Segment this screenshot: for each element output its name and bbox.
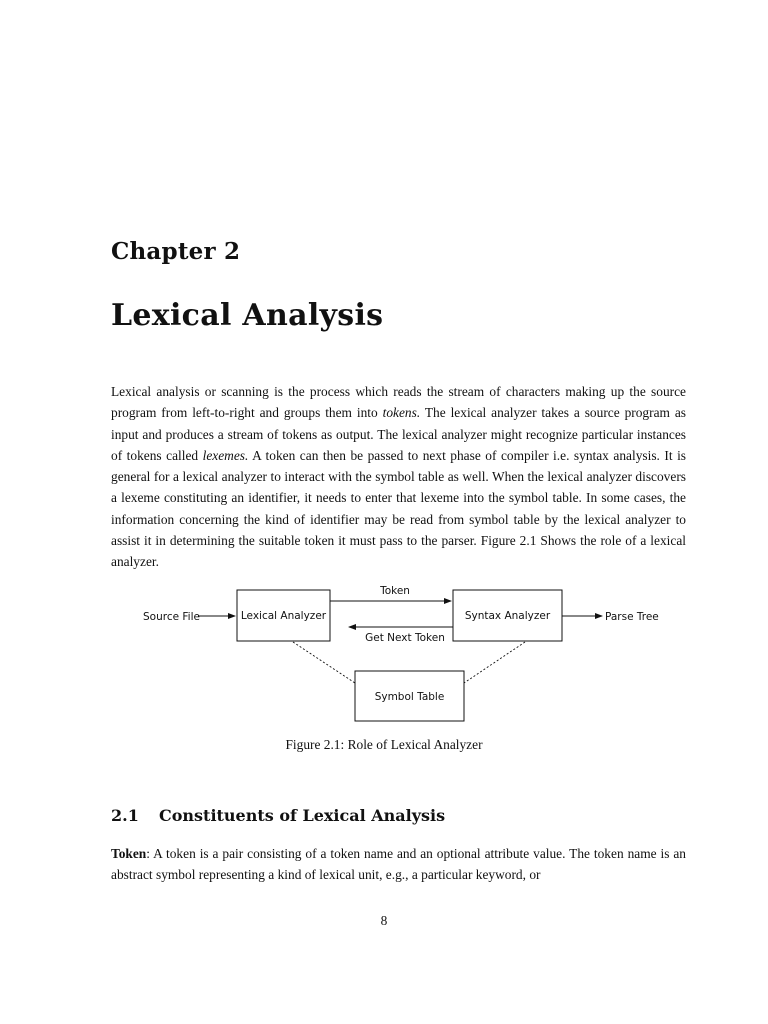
lexical-analyzer-label: Lexical Analyzer	[240, 610, 327, 622]
token-label: Token	[380, 585, 410, 597]
section-heading	[111, 806, 445, 825]
intro-text-3: A token can then be passed to next phase of compiler i.e. syntax analysis. It is general for a lexical analyzer to interact with the symbol table as well. When the lexical analyzer discovers a lexeme constituting an identifier, it needs to enter that lexeme into the symbol table. In some cases, the information concerning the kind of identifier may be read from symbol table by the lexical analyzer to assist it in determining the suitable token it must pass to the parser. Figure 2.1 Shows the role of a lexical analyzer.	[111, 447, 686, 570]
figure-lexical-analyzer-role	[130, 580, 670, 730]
intro-text-2: The lexical analyzer takes a source program as input and produces a stream of tokens as output. The lexical analyzer might recognize particular instances of tokens called	[111, 405, 686, 463]
chapter-title: Lexical Analysis	[111, 298, 384, 333]
intro-text-1: Lexical analysis or scanning is the process which reads the stream of characters making up the source program from left-to-right and groups them into	[111, 384, 686, 421]
connector-lexer-symbol-table	[293, 642, 355, 683]
token-paragraph	[111, 843, 686, 886]
section-title: Constituents of Lexical Analysis	[159, 806, 446, 825]
get-next-token-label: Get Next Token	[365, 632, 445, 644]
token-term: Token	[111, 846, 147, 861]
intro-paragraph	[111, 381, 686, 573]
connector-syntax-symbol-table	[464, 642, 525, 683]
term-lexemes: lexemes.	[202, 447, 249, 463]
page-number: 8	[380, 913, 388, 928]
term-tokens: tokens.	[382, 405, 421, 421]
symbol-table-label: Symbol Table	[374, 691, 445, 703]
chapter-label: Chapter 2	[111, 238, 241, 265]
syntax-analyzer-label: Syntax Analyzer	[464, 610, 551, 622]
figure-diagram	[130, 580, 670, 730]
parse-tree-label: Parse Tree	[605, 611, 659, 623]
token-definition: : A token is a pair consisting of a token name and an optional attribute value. The token name is an abstract symbol representing a kind of lexical unit, e.g., a particular keyword, or	[111, 846, 686, 883]
source-file-label: Source File	[143, 611, 200, 623]
section-number: 2.1	[111, 806, 139, 825]
figure-caption: Figure 2.1: Role of Lexical Analyzer	[285, 737, 483, 752]
